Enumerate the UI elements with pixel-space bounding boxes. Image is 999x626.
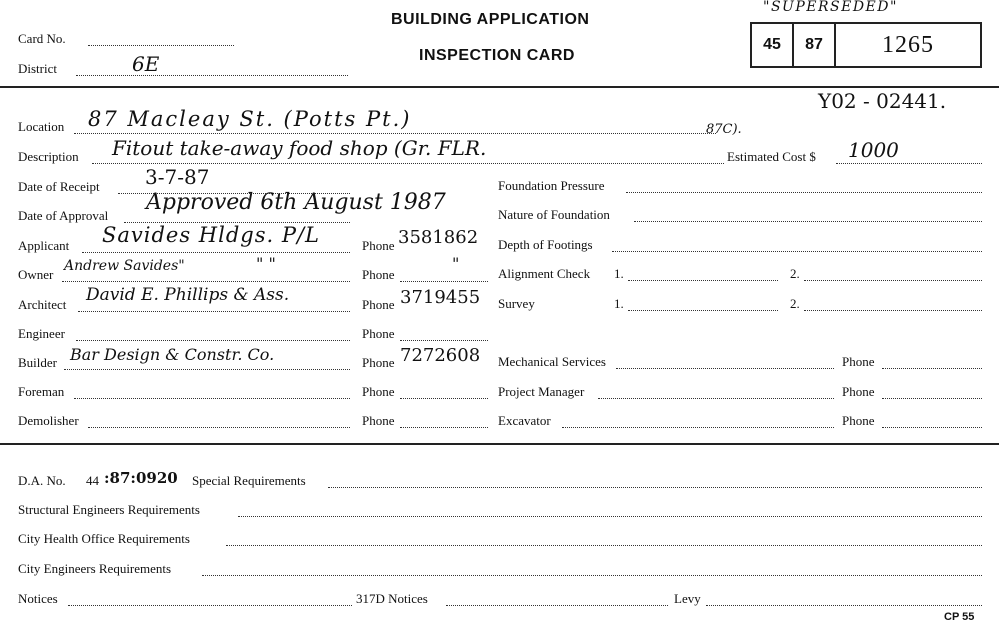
foreman-phone-line bbox=[400, 398, 488, 399]
footer-code: CP 55 bbox=[944, 611, 975, 623]
builder-phone-label: Phone bbox=[362, 355, 395, 370]
engineer-line bbox=[76, 340, 350, 341]
owner-line bbox=[62, 281, 350, 282]
owner-ditto: " " bbox=[256, 254, 276, 273]
ref-note: Y02 - 02441. bbox=[818, 89, 947, 113]
card-number-box bbox=[750, 22, 982, 68]
location-value: 87 Macleay St. (Potts Pt.) bbox=[88, 107, 412, 131]
survey-num2: 2. bbox=[790, 296, 800, 311]
location-line bbox=[74, 133, 716, 134]
top-rule bbox=[0, 86, 999, 88]
owner-label: Owner bbox=[18, 267, 54, 282]
notices-label: Notices bbox=[18, 591, 58, 606]
survey-label: Survey bbox=[498, 296, 535, 311]
description-extra: 87C). bbox=[706, 122, 742, 137]
box-cell-1: 45 bbox=[752, 24, 794, 66]
alignment-num2: 2. bbox=[790, 266, 800, 281]
mechanical-line bbox=[616, 368, 834, 369]
middle-rule bbox=[0, 443, 999, 445]
excavator-line bbox=[562, 427, 834, 428]
demolisher-line bbox=[88, 427, 350, 428]
owner-phone-ditto: " bbox=[452, 254, 460, 273]
mechanical-phone-label: Phone bbox=[842, 354, 875, 369]
mechanical-label: Mechanical Services bbox=[498, 354, 606, 369]
description-value: Fitout take-away food shop (Gr. FLR. bbox=[112, 136, 487, 160]
project-manager-phone-line bbox=[882, 398, 982, 399]
engineer-phone-line bbox=[400, 340, 488, 341]
depth-footings-line bbox=[612, 251, 982, 252]
architect-phone: 3719455 bbox=[400, 287, 481, 308]
box-cell-2: 87 bbox=[794, 24, 836, 66]
engineer-label: Engineer bbox=[18, 326, 65, 341]
description-label: Description bbox=[18, 149, 79, 164]
applicant-phone: 3581862 bbox=[398, 227, 479, 248]
foreman-line bbox=[74, 398, 350, 399]
nature-foundation-label: Nature of Foundation bbox=[498, 207, 610, 222]
project-manager-label: Project Manager bbox=[498, 384, 585, 399]
estimated-cost-label: Estimated Cost $ bbox=[727, 149, 816, 164]
estimated-cost-line bbox=[836, 163, 982, 164]
levy-label: Levy bbox=[674, 591, 701, 606]
architect-line bbox=[78, 311, 350, 312]
engineer-phone-label: Phone bbox=[362, 326, 395, 341]
district-line bbox=[76, 75, 348, 76]
date-receipt-value: 3-7-87 bbox=[145, 165, 210, 189]
demolisher-phone-line bbox=[400, 427, 488, 428]
district-value: 6E bbox=[132, 52, 160, 76]
notices-317d-label: 317D Notices bbox=[356, 591, 428, 606]
date-receipt-label: Date of Receipt bbox=[18, 179, 100, 194]
applicant-phone-label: Phone bbox=[362, 238, 395, 253]
box-cell-3: 1265 bbox=[882, 31, 934, 58]
applicant-label: Applicant bbox=[18, 238, 70, 253]
description-line bbox=[92, 163, 724, 164]
demolisher-phone-label: Phone bbox=[362, 413, 395, 428]
district-label: District bbox=[18, 61, 57, 76]
date-approval-value: Approved 6th August 1987 bbox=[146, 190, 446, 215]
demolisher-label: Demolisher bbox=[18, 413, 79, 428]
da-label: D.A. No. bbox=[18, 473, 66, 488]
excavator-phone-line bbox=[882, 427, 982, 428]
survey-line2 bbox=[804, 310, 982, 311]
architect-value: David E. Phillips & Ass. bbox=[86, 285, 290, 305]
depth-footings-label: Depth of Footings bbox=[498, 237, 593, 252]
owner-value: Andrew Savides" bbox=[64, 258, 185, 274]
applicant-line bbox=[82, 252, 350, 253]
owner-phone-label: Phone bbox=[362, 267, 395, 282]
foreman-label: Foreman bbox=[18, 384, 65, 399]
special-req-label: Special Requirements bbox=[192, 473, 306, 488]
city-eng-line bbox=[202, 575, 982, 576]
architect-phone-label: Phone bbox=[362, 297, 395, 312]
levy-line bbox=[706, 605, 982, 606]
excavator-phone-label: Phone bbox=[842, 413, 875, 428]
nature-foundation-line bbox=[634, 221, 982, 222]
excavator-label: Excavator bbox=[498, 413, 551, 428]
foundation-pressure-label: Foundation Pressure bbox=[498, 178, 605, 193]
foundation-pressure-line bbox=[626, 192, 982, 193]
da-prefix: 44 bbox=[86, 473, 99, 488]
health-label: City Health Office Requirements bbox=[18, 531, 190, 546]
date-approval-label: Date of Approval bbox=[18, 208, 109, 223]
special-req-line bbox=[328, 487, 982, 488]
builder-label: Builder bbox=[18, 355, 57, 370]
alignment-check-label: Alignment Check bbox=[498, 266, 591, 281]
city-eng-label: City Engineers Requirements bbox=[18, 561, 172, 576]
title-line2: INSPECTION CARD bbox=[419, 47, 575, 64]
notices-317d-line bbox=[446, 605, 668, 606]
notices-line bbox=[68, 605, 352, 606]
title-line1: BUILDING APPLICATION bbox=[391, 11, 590, 28]
mechanical-phone-line bbox=[882, 368, 982, 369]
card-no-line bbox=[88, 45, 234, 46]
applicant-value: Savides Hldgs. P/L bbox=[102, 223, 321, 247]
card-no-label: Card No. bbox=[18, 31, 66, 46]
builder-value: Bar Design & Constr. Co. bbox=[70, 345, 275, 364]
alignment-num1: 1. bbox=[614, 266, 624, 281]
builder-line bbox=[64, 369, 350, 370]
survey-num1: 1. bbox=[614, 296, 624, 311]
superseded-note: "SUPERSEDED" bbox=[763, 0, 898, 15]
estimated-cost-value: 1000 bbox=[848, 138, 899, 162]
da-value: :87:0920 bbox=[104, 469, 178, 487]
location-label: Location bbox=[18, 119, 65, 134]
alignment-line2 bbox=[804, 280, 982, 281]
project-manager-line bbox=[598, 398, 834, 399]
foreman-phone-label: Phone bbox=[362, 384, 395, 399]
architect-label: Architect bbox=[18, 297, 67, 312]
health-line bbox=[226, 545, 982, 546]
builder-phone: 7272608 bbox=[400, 345, 481, 366]
structural-label: Structural Engineers Requirements bbox=[18, 502, 200, 517]
alignment-line1 bbox=[628, 280, 778, 281]
project-manager-phone-label: Phone bbox=[842, 384, 875, 399]
owner-phone-line bbox=[400, 281, 488, 282]
structural-line bbox=[238, 516, 982, 517]
survey-line1 bbox=[628, 310, 778, 311]
